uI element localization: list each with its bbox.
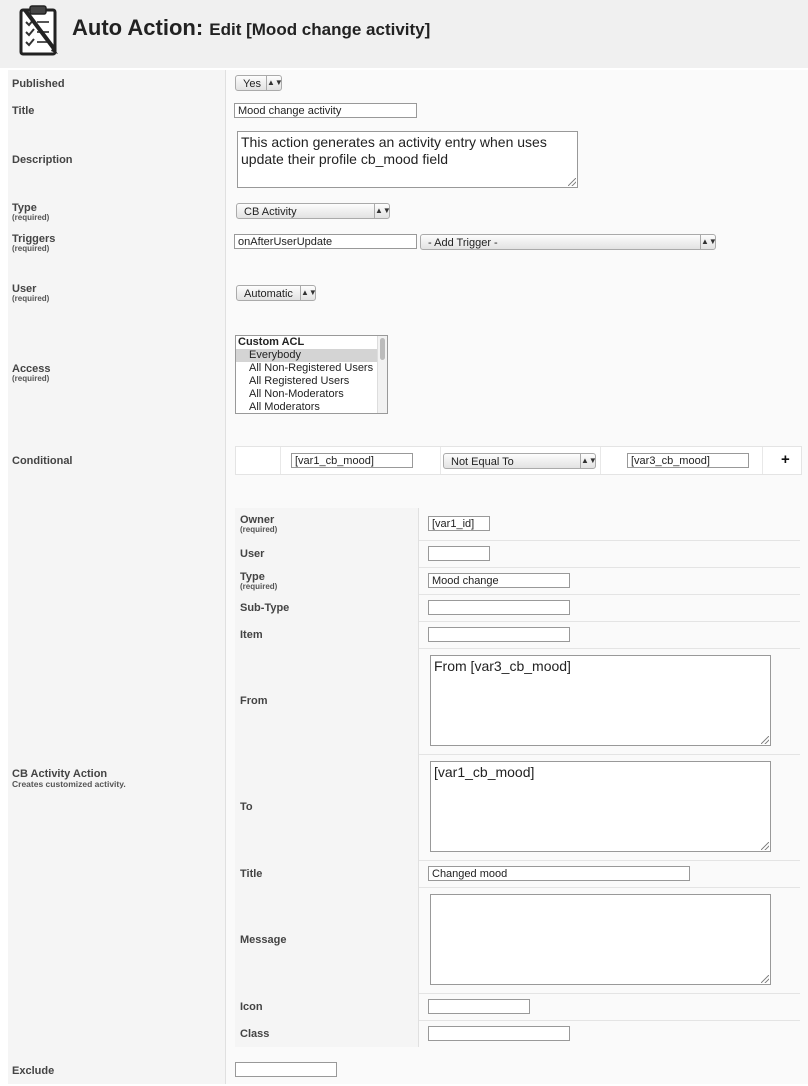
subtype-input[interactable] bbox=[428, 600, 570, 615]
type-label: Type bbox=[12, 202, 37, 214]
description-textarea[interactable]: This action generates an activity entry when uses update their profile cb_mood field bbox=[237, 131, 578, 188]
subrow-message bbox=[235, 887, 800, 994]
subrow-owner bbox=[235, 508, 800, 541]
page-title bbox=[72, 15, 430, 41]
user-required: (required) bbox=[12, 294, 50, 303]
triggers-label: Triggers bbox=[12, 233, 56, 245]
cb-activity-label: CB Activity Action bbox=[12, 768, 108, 780]
activity-user-input[interactable] bbox=[428, 546, 490, 561]
access-option[interactable]: All Moderators bbox=[249, 401, 320, 413]
activity-class-input[interactable] bbox=[428, 1026, 570, 1041]
row-type bbox=[8, 195, 808, 226]
conditional-field2-input[interactable]: [var3_cb_mood] bbox=[627, 453, 749, 468]
subrow-subtype bbox=[235, 594, 800, 622]
clipboard-checklist-icon bbox=[17, 4, 63, 56]
row-access bbox=[8, 329, 808, 420]
row-title bbox=[8, 97, 808, 125]
activity-class-label: Class bbox=[240, 1028, 270, 1040]
resize-grip-icon bbox=[568, 178, 576, 186]
to-textarea[interactable]: [var1_cb_mood] bbox=[430, 761, 771, 852]
resize-grip-icon bbox=[761, 975, 769, 983]
triggers-required: (required) bbox=[12, 244, 50, 253]
subrow-title bbox=[235, 860, 800, 888]
subrow-item bbox=[235, 621, 800, 649]
published-label: Published bbox=[12, 78, 65, 90]
message-label: Message bbox=[240, 934, 287, 946]
resize-grip-icon bbox=[761, 842, 769, 850]
exclude-label: Exclude bbox=[12, 1065, 55, 1077]
access-option[interactable]: All Non-Registered Users bbox=[249, 362, 374, 374]
owner-input[interactable]: [var1_id] bbox=[428, 516, 490, 531]
select-arrows-icon: ▲▼ bbox=[266, 76, 281, 90]
user-select[interactable]: Automatic ▲▼ bbox=[236, 285, 316, 301]
activity-title-label: Title bbox=[240, 868, 263, 880]
subrow-class bbox=[235, 1020, 800, 1047]
type-required: (required) bbox=[12, 213, 50, 222]
access-label: Access bbox=[12, 363, 51, 375]
to-label: To bbox=[240, 801, 253, 813]
item-label: Item bbox=[240, 629, 263, 641]
conditional-label: Conditional bbox=[12, 455, 73, 467]
access-group-label: Custom ACL bbox=[238, 336, 305, 348]
triggers-input[interactable]: onAfterUserUpdate bbox=[234, 234, 417, 249]
select-arrows-icon: ▲▼ bbox=[700, 235, 715, 249]
activity-type-input[interactable]: Mood change bbox=[428, 573, 570, 588]
row-published bbox=[8, 70, 808, 98]
row-user bbox=[8, 258, 808, 330]
conditional-field1-input[interactable]: [var1_cb_mood] bbox=[291, 453, 413, 468]
item-input[interactable] bbox=[428, 627, 570, 642]
published-select[interactable]: Yes ▲▼ bbox=[235, 75, 282, 91]
activity-user-label: User bbox=[240, 548, 265, 560]
add-trigger-select[interactable]: - Add Trigger - ▲▼ bbox=[420, 234, 716, 250]
activity-icon-input[interactable] bbox=[428, 999, 530, 1014]
from-label: From bbox=[240, 695, 268, 707]
title-label: Title bbox=[12, 105, 35, 117]
access-option[interactable]: All Non-Moderators bbox=[249, 388, 344, 400]
subrow-from bbox=[235, 648, 800, 755]
select-arrows-icon: ▲▼ bbox=[374, 204, 389, 218]
type-select[interactable]: CB Activity ▲▼ bbox=[236, 203, 390, 219]
subtype-label: Sub-Type bbox=[240, 602, 290, 614]
access-option[interactable]: Everybody bbox=[236, 349, 387, 362]
access-listbox[interactable] bbox=[235, 335, 388, 414]
row-triggers bbox=[8, 225, 808, 259]
conditional-row bbox=[235, 446, 802, 475]
title-input[interactable]: Mood change activity bbox=[234, 103, 417, 118]
activity-type-label: Type bbox=[240, 571, 265, 583]
activity-type-required: (required) bbox=[240, 582, 278, 591]
subrow-icon bbox=[235, 993, 800, 1021]
page-title-main: Auto Action: bbox=[72, 15, 204, 40]
owner-label: Owner bbox=[240, 514, 275, 526]
add-condition-button[interactable]: + bbox=[781, 451, 790, 468]
cb-activity-description: Creates customized activity. bbox=[12, 779, 126, 789]
subrow-type bbox=[235, 567, 800, 595]
activity-icon-label: Icon bbox=[240, 1001, 263, 1013]
access-required: (required) bbox=[12, 374, 50, 383]
user-label: User bbox=[12, 283, 37, 295]
select-arrows-icon: ▲▼ bbox=[300, 286, 315, 300]
subrow-user bbox=[235, 540, 800, 568]
activity-title-input[interactable]: Changed mood bbox=[428, 866, 690, 881]
select-arrows-icon: ▲▼ bbox=[580, 454, 595, 468]
row-exclude bbox=[8, 1056, 808, 1084]
from-textarea[interactable]: From [var3_cb_mood] bbox=[430, 655, 771, 746]
resize-grip-icon bbox=[761, 736, 769, 744]
row-description bbox=[8, 124, 808, 196]
page-title-sub: Edit [Mood change activity] bbox=[209, 20, 431, 39]
message-textarea[interactable] bbox=[430, 894, 771, 985]
access-option[interactable]: All Registered Users bbox=[249, 375, 350, 387]
subrow-to bbox=[235, 754, 800, 861]
page-header bbox=[0, 0, 808, 68]
conditional-operator-select[interactable]: Not Equal To ▲▼ bbox=[443, 453, 596, 469]
exclude-input[interactable] bbox=[235, 1062, 337, 1077]
description-label: Description bbox=[12, 154, 73, 166]
owner-required: (required) bbox=[240, 525, 278, 534]
access-scrollbar[interactable] bbox=[377, 336, 387, 413]
